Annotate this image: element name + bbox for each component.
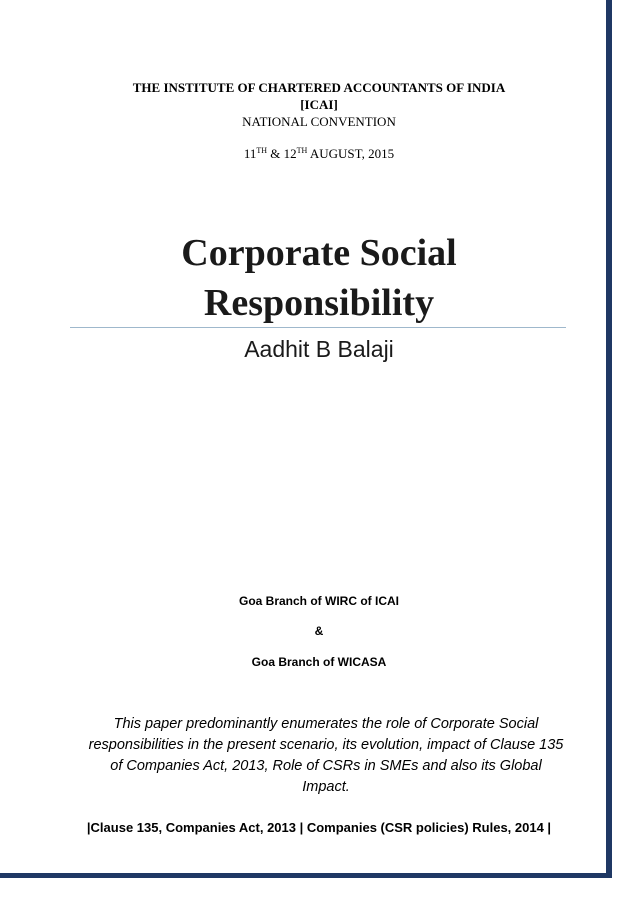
date-day2-suffix: TH [296, 146, 308, 155]
institute-abbreviation: [ICAI] [300, 97, 338, 112]
event-date [20, 146, 618, 162]
date-day1-suffix: TH [256, 146, 268, 155]
event-name: NATIONAL CONVENTION [242, 114, 396, 129]
organizer-ampersand: & [314, 624, 324, 638]
page-border-bottom [0, 873, 612, 878]
date-rest: AUGUST, 2015 [307, 146, 395, 161]
date-day2: 12 [283, 146, 297, 161]
organizer-branch-2: Goa Branch of WICASA [251, 655, 387, 669]
date-connector: & [267, 146, 284, 161]
document-title-line2: Responsibility [203, 282, 435, 324]
page-border-right [606, 0, 612, 876]
organizer-branch-1: Goa Branch of WIRC of ICAI [239, 594, 399, 608]
document-title-line1: Corporate Social [181, 232, 457, 274]
title-divider [70, 327, 566, 328]
abstract-text: This paper predominantly enumerates the role of Corporate Social responsibilities in the present scenario, its evolution, impact of Clause 135 of Companies Act, 2013, Role of CSRs in SMEs and also its Global Impact. [88, 716, 564, 795]
keywords-line: |Clause 135, Companies Act, 2013 | Companies (CSR policies) Rules, 2014 | [86, 820, 552, 835]
institute-name: THE INSTITUTE OF CHARTERED ACCOUNTANTS OF INDIA [132, 80, 506, 95]
date-day1: 11 [243, 146, 257, 161]
author-name: Aadhit B Balaji [244, 336, 394, 362]
